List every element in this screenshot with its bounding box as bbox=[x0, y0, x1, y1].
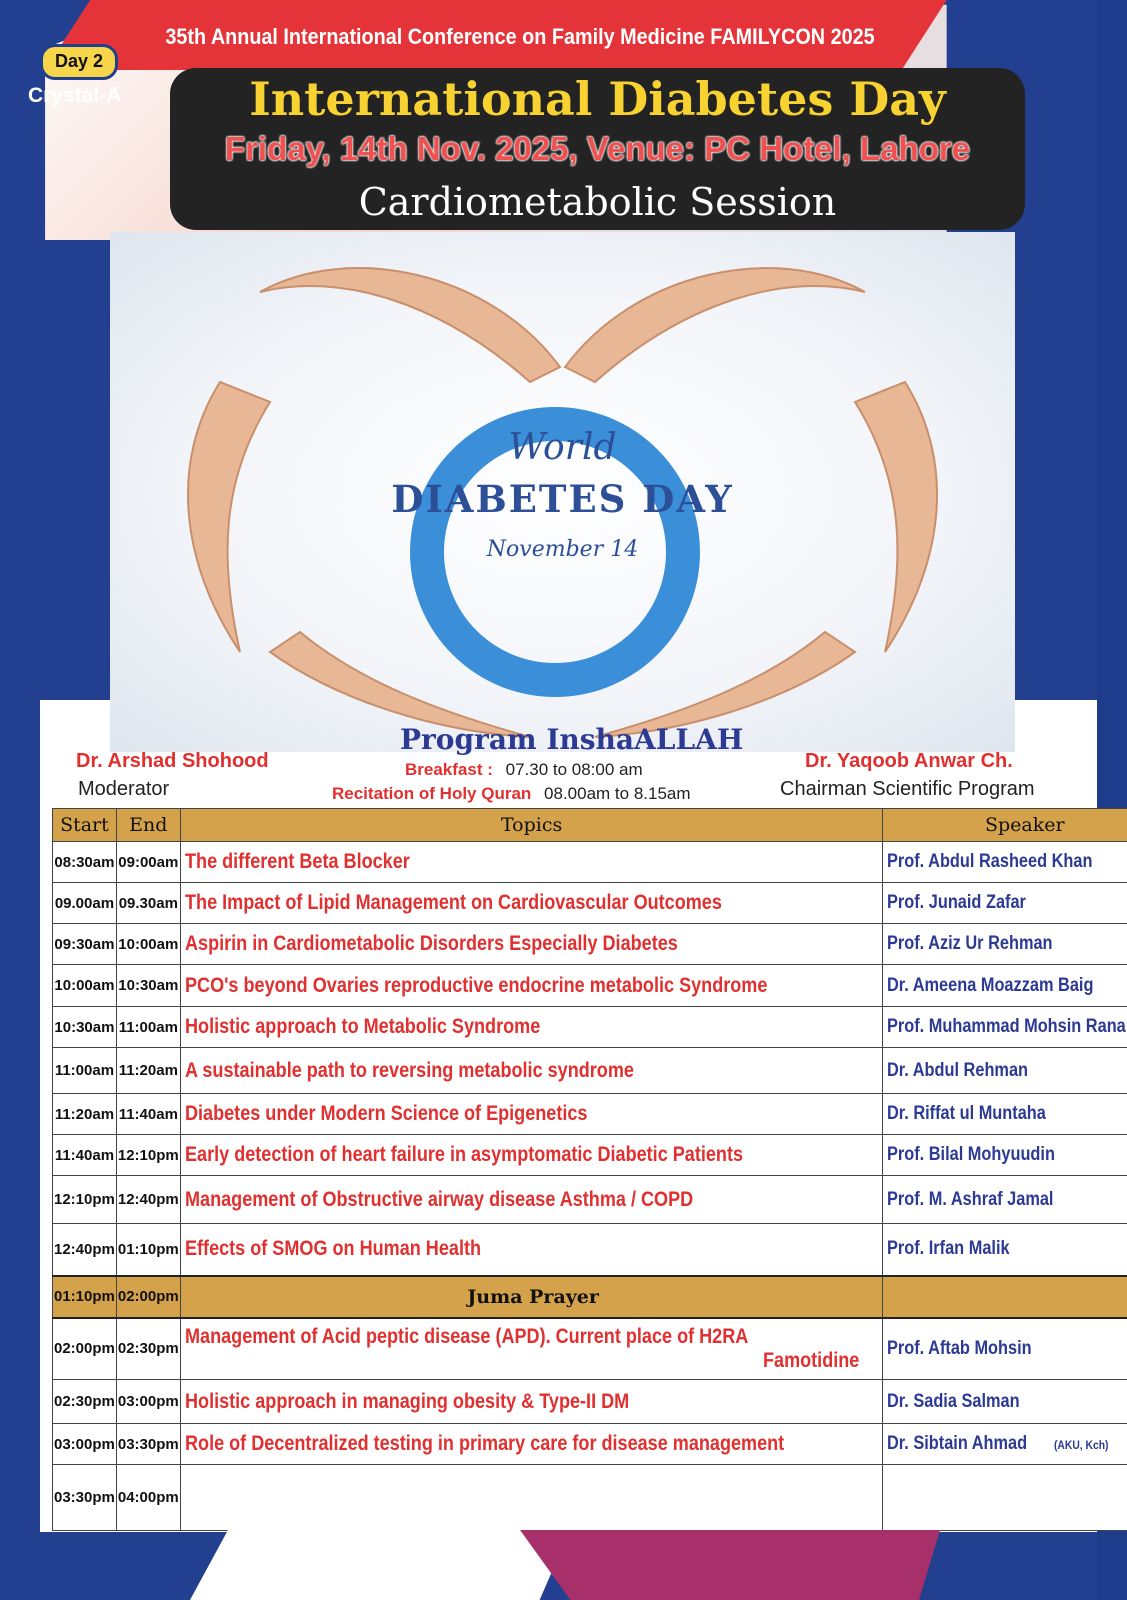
footer-shape-white bbox=[190, 1530, 570, 1600]
table-row bbox=[53, 842, 1127, 883]
table-row bbox=[53, 1007, 1127, 1048]
speaker-text: Prof. Junaid Zafar bbox=[887, 892, 1027, 913]
schedule-body-afternoon bbox=[53, 1318, 1127, 1531]
hero-image bbox=[110, 232, 1015, 752]
session-title: Cardiometabolic Session bbox=[358, 180, 837, 224]
speaker bbox=[883, 1465, 1127, 1531]
topic bbox=[180, 1465, 883, 1531]
topic bbox=[180, 1318, 883, 1380]
topic bbox=[180, 924, 883, 965]
break-start: 01:10pm bbox=[53, 1276, 117, 1318]
recitation-time: 08.00am to 8.15am bbox=[544, 784, 691, 803]
start-time: 11:00am bbox=[53, 1048, 117, 1094]
day-badge: Day 2 bbox=[40, 44, 118, 80]
speaker bbox=[883, 1094, 1127, 1135]
schedule-break bbox=[53, 1276, 1127, 1318]
speaker bbox=[883, 1176, 1127, 1224]
speaker bbox=[883, 1007, 1127, 1048]
start-time: 11:40am bbox=[53, 1135, 117, 1176]
end-time: 12:40pm bbox=[116, 1176, 180, 1224]
header-speaker: Speaker bbox=[883, 809, 1127, 842]
header-end: End bbox=[116, 809, 180, 842]
end-time: 11:00am bbox=[116, 1007, 180, 1048]
start-time: 10:30am bbox=[53, 1007, 117, 1048]
start-time: 11:20am bbox=[53, 1094, 117, 1135]
topic-text: Aspirin in Cardiometabolic Disorders Especially Diabetes bbox=[184, 932, 678, 955]
chair-role: Chairman Scientific Program bbox=[780, 778, 1035, 800]
topic-text: The Impact of Lipid Management on Cardiovascular Outcomes bbox=[184, 891, 722, 914]
start-time: 03:30pm bbox=[53, 1465, 117, 1531]
speaker-text: Prof. Muhammad Mohsin Rana bbox=[887, 1016, 1127, 1037]
start-time: 12:10pm bbox=[53, 1176, 117, 1224]
topic-continuation: Famotidine bbox=[763, 1348, 860, 1372]
table-row bbox=[53, 1424, 1127, 1465]
breakfast-label: Breakfast : bbox=[405, 760, 493, 779]
date-venue: Friday, 14th Nov. 2025, Venue: PC Hotel, Lahore bbox=[224, 130, 971, 167]
speaker bbox=[883, 1135, 1127, 1176]
table-row bbox=[53, 1465, 1127, 1531]
start-time: 02:00pm bbox=[53, 1318, 117, 1380]
speaker-text: Dr. Abdul Rehman bbox=[887, 1059, 1029, 1081]
topic-text: Holistic approach to Metabolic Syndrome bbox=[184, 1015, 540, 1038]
speaker bbox=[883, 1318, 1127, 1380]
start-time: 08:30am bbox=[53, 842, 117, 883]
table-row bbox=[53, 1380, 1127, 1424]
hero-date: November 14 bbox=[486, 537, 639, 562]
speaker-text: Prof. Abdul Rasheed Khan bbox=[887, 851, 1093, 872]
start-time: 09.00am bbox=[53, 883, 117, 924]
break-end: 02:00pm bbox=[116, 1276, 180, 1318]
header-topics: Topics bbox=[180, 809, 883, 842]
header-start: Start bbox=[53, 809, 117, 842]
speaker bbox=[883, 1380, 1127, 1424]
topic bbox=[180, 883, 883, 924]
speaker-text: Prof. Aziz Ur Rehman bbox=[887, 933, 1054, 954]
speaker bbox=[883, 924, 1127, 965]
recitation-line bbox=[332, 784, 691, 804]
topic-text: PCO's beyond Ovaries reproductive endocrine metabolic Syndrome bbox=[184, 973, 768, 997]
end-time: 10:30am bbox=[116, 965, 180, 1007]
table-header-row bbox=[53, 809, 1127, 842]
moderator-role: Moderator bbox=[78, 778, 170, 800]
speaker bbox=[883, 1224, 1127, 1276]
breakfast-line bbox=[405, 760, 643, 780]
speaker-note: (AKU, Kch) bbox=[1054, 1438, 1109, 1452]
end-time: 02:30pm bbox=[116, 1318, 180, 1380]
topic bbox=[180, 1094, 883, 1135]
end-time: 10:00am bbox=[116, 924, 180, 965]
speaker bbox=[883, 1048, 1127, 1094]
diabetes-day-label: DIABETES DAY bbox=[391, 477, 734, 521]
speaker-text: Prof. Bilal Mohyuudin bbox=[887, 1144, 1056, 1165]
table-row bbox=[53, 1094, 1127, 1135]
topic bbox=[180, 1048, 883, 1094]
topic-text: A sustainable path to reversing metabolic syndrome bbox=[184, 1058, 634, 1082]
topic-text: Management of Acid peptic disease (APD). Current place of H2RA bbox=[184, 1324, 749, 1348]
topic bbox=[180, 842, 883, 883]
recitation-label: Recitation of Holy Quran bbox=[332, 784, 532, 803]
end-time: 01:10pm bbox=[116, 1224, 180, 1276]
breakfast-time: 07.30 to 08:00 am bbox=[505, 760, 643, 779]
end-time: 03:30pm bbox=[116, 1424, 180, 1465]
table-row bbox=[53, 1135, 1127, 1176]
table-row bbox=[53, 965, 1127, 1007]
table-row bbox=[53, 924, 1127, 965]
topic bbox=[180, 1176, 883, 1224]
start-time: 02:30pm bbox=[53, 1380, 117, 1424]
speaker-text: Dr. Riffat ul Muntaha bbox=[887, 1103, 1047, 1124]
topic bbox=[180, 1424, 883, 1465]
moderator-name: Dr. Arshad Shohood bbox=[76, 750, 269, 772]
speaker bbox=[883, 883, 1127, 924]
end-time: 09:00am bbox=[116, 842, 180, 883]
program-heading: Program InshaALLAH bbox=[400, 723, 744, 756]
speaker-text: Prof. M. Ashraf Jamal bbox=[887, 1188, 1054, 1210]
end-time: 12:10pm bbox=[116, 1135, 180, 1176]
topic-text: Early detection of heart failure in asymptomatic Diabetic Patients bbox=[184, 1143, 743, 1166]
break-speaker bbox=[883, 1276, 1127, 1318]
break-topic: Juma Prayer bbox=[180, 1276, 883, 1318]
schedule-body-morning bbox=[53, 842, 1127, 1276]
speaker-text: Dr. Sibtain Ahmad bbox=[887, 1433, 1028, 1454]
topic bbox=[180, 965, 883, 1007]
end-time: 11:40am bbox=[116, 1094, 180, 1135]
topic bbox=[180, 1007, 883, 1048]
speaker bbox=[883, 965, 1127, 1007]
speaker-text: Prof. Irfan Malik bbox=[887, 1238, 1011, 1260]
start-time: 03:00pm bbox=[53, 1424, 117, 1465]
end-time: 04:00pm bbox=[116, 1465, 180, 1531]
speaker-text: Dr. Ameena Moazzam Baig bbox=[887, 974, 1094, 996]
topic-text: Diabetes under Modern Science of Epigenetics bbox=[184, 1102, 588, 1125]
start-time: 09:30am bbox=[53, 924, 117, 965]
table-row bbox=[53, 1176, 1127, 1224]
topic-text: The different Beta Blocker bbox=[184, 850, 410, 873]
topic-text: Effects of SMOG on Human Health bbox=[184, 1237, 481, 1261]
break-row bbox=[53, 1276, 1127, 1318]
room-label: Crystal-A bbox=[28, 84, 122, 107]
world-label: World bbox=[508, 427, 617, 468]
topic bbox=[180, 1380, 883, 1424]
table-row bbox=[53, 1318, 1127, 1380]
end-time: 03:00pm bbox=[116, 1380, 180, 1424]
topic-text: Management of Obstructive airway disease Asthma / COPD bbox=[184, 1187, 693, 1211]
table-row bbox=[53, 1048, 1127, 1094]
topic-text: Role of Decentralized testing in primary care for disease management bbox=[184, 1432, 784, 1455]
start-time: 12:40pm bbox=[53, 1224, 117, 1276]
chair-name: Dr. Yaqoob Anwar Ch. bbox=[805, 750, 1013, 772]
table-row bbox=[53, 883, 1127, 924]
speaker-text: Prof. Aftab Mohsin bbox=[887, 1337, 1033, 1359]
topic bbox=[180, 1224, 883, 1276]
speaker bbox=[883, 1424, 1127, 1465]
conference-banner: 35th Annual International Conference on Family Medicine FAMILYCON 2025 bbox=[165, 24, 875, 49]
end-time: 11:20am bbox=[116, 1048, 180, 1094]
end-time: 09.30am bbox=[116, 883, 180, 924]
footer-shape-maroon bbox=[520, 1530, 940, 1600]
topic-text: Holistic approach in managing obesity & Type-II DM bbox=[184, 1389, 629, 1413]
table-row bbox=[53, 1224, 1127, 1276]
topic bbox=[180, 1135, 883, 1176]
event-title: International Diabetes Day bbox=[249, 72, 946, 126]
start-time: 10:00am bbox=[53, 965, 117, 1007]
schedule-table bbox=[52, 808, 1127, 1531]
speaker-text: Dr. Sadia Salman bbox=[887, 1390, 1021, 1412]
speaker bbox=[883, 842, 1127, 883]
